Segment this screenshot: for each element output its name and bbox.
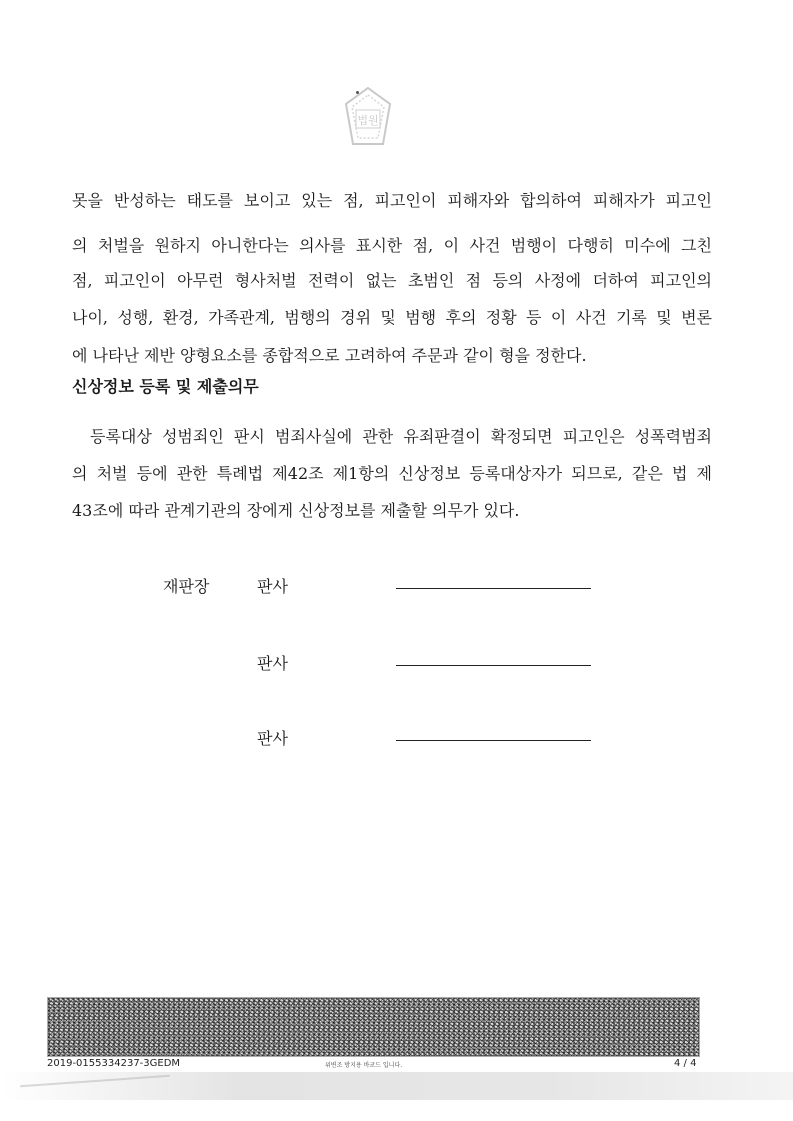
judge-label-2: 판사 bbox=[257, 654, 288, 673]
judge-label-1: 판사 bbox=[257, 577, 288, 596]
paragraph1-line-4: 나이, 성행, 환경, 가족관계, 범행의 경위 및 범행 후의 정황 등 이 사건 기록 및 변론 bbox=[72, 308, 712, 327]
section-heading: 신상정보 등록 및 제출의무 bbox=[72, 377, 259, 396]
scan-speck bbox=[356, 91, 359, 94]
scan-band bbox=[0, 1072, 793, 1100]
document-id: 2019-0155334237-3GEDM bbox=[47, 1058, 181, 1069]
page-number: 4 / 4 bbox=[674, 1058, 697, 1069]
barcode-note: 위변조 방지용 바코드 입니다. bbox=[325, 1062, 403, 1069]
paragraph2-line-3: 43조에 따라 관계기관의 장에게 신상정보를 제출할 의무가 있다. bbox=[72, 501, 520, 520]
presiding-judge-label: 재판장 bbox=[163, 577, 210, 596]
court-seal bbox=[343, 86, 393, 148]
paragraph2-line-1: 등록대상 성범죄인 판시 범죄사실에 관한 유죄판결이 확정되면 피고인은 성폭력범죄 bbox=[90, 427, 712, 446]
seal-text: 법원 bbox=[357, 114, 379, 127]
paragraph2-line-2: 의 처벌 등에 관한 특례법 제42조 제1항의 신상정보 등록대상자가 되므로, 같은 법 제 bbox=[72, 464, 712, 483]
signature-line-1 bbox=[396, 588, 591, 589]
signature-line-3 bbox=[396, 740, 591, 741]
paragraph1-line-2: 의 처벌을 원하지 아니한다는 의사를 표시한 점, 이 사건 범행이 다행히 미수에 그친 bbox=[72, 236, 712, 255]
judge-label-3: 판사 bbox=[257, 729, 288, 748]
paragraph1-line-5: 에 나타난 제반 양형요소를 종합적으로 고려하여 주문과 같이 형을 정한다. bbox=[72, 346, 587, 365]
signature-line-2 bbox=[396, 665, 591, 666]
court-seal-icon bbox=[343, 86, 393, 148]
paragraph1-line-1: 못을 반성하는 태도를 보이고 있는 점, 피고인이 피해자와 합의하여 피해자가 피고인 bbox=[72, 191, 712, 210]
paragraph1-line-3: 점, 피고인이 아무런 형사처벌 전력이 없는 초범인 점 등의 사정에 더하여 피고인의 bbox=[72, 271, 712, 290]
anti-forgery-barcode bbox=[47, 997, 700, 1057]
